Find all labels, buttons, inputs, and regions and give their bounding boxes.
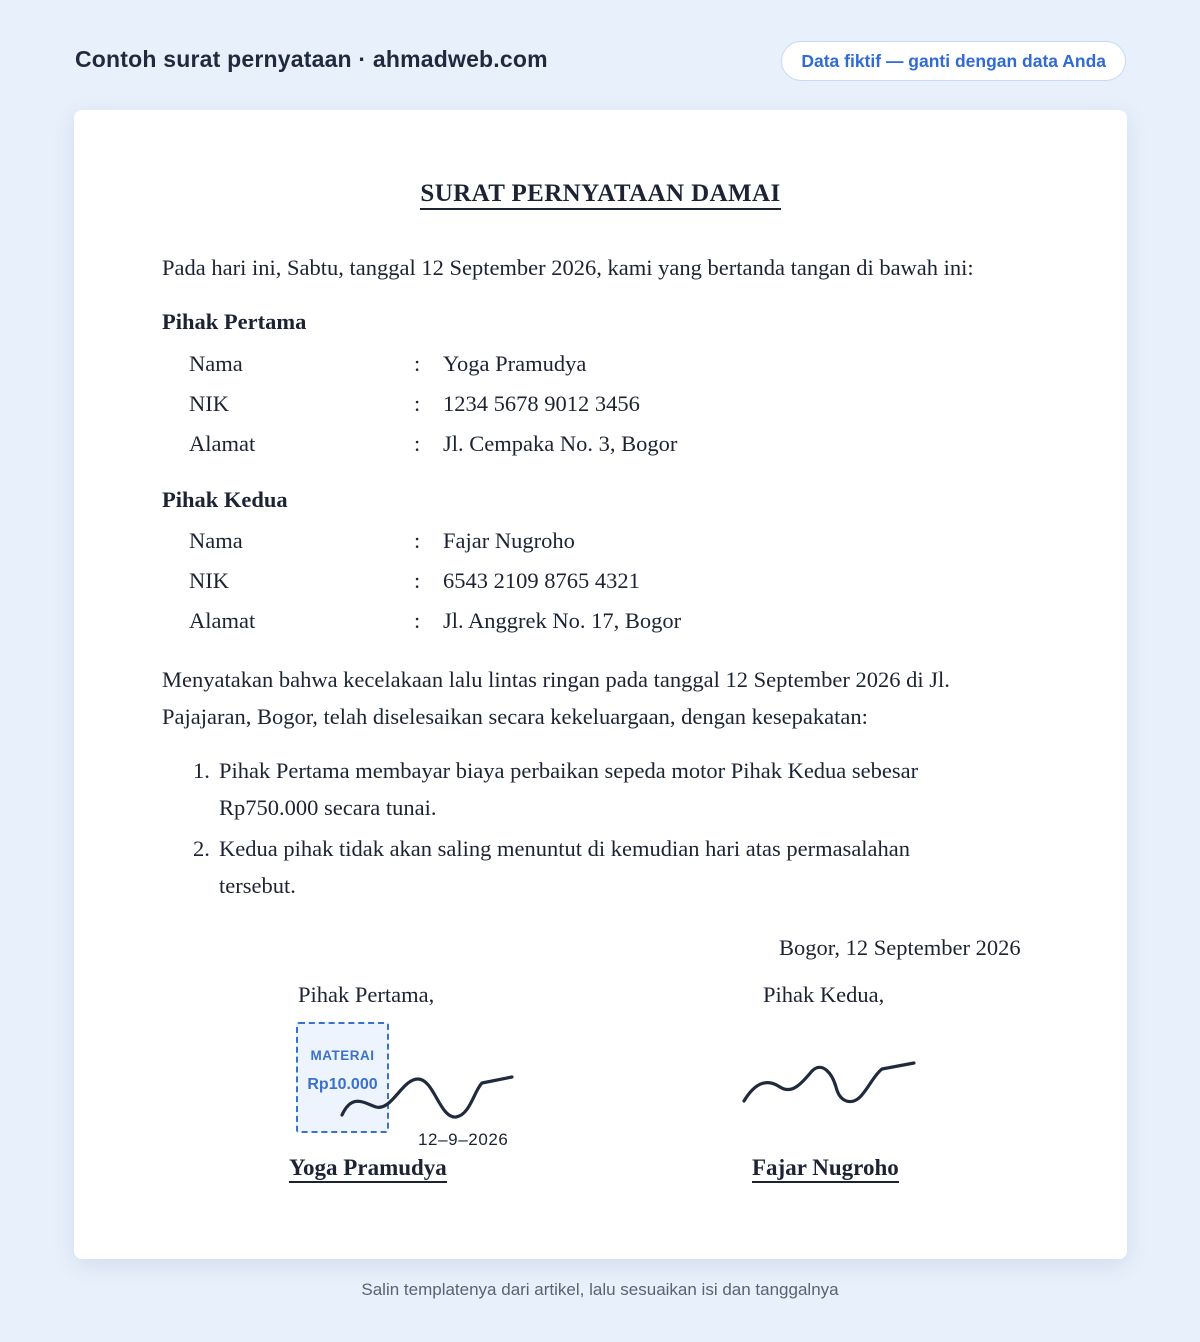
- party2-signature: [736, 1055, 921, 1115]
- party2-address-label: Alamat: [189, 608, 256, 633]
- party2-name-value: Fajar Nugroho: [443, 528, 575, 553]
- letter-title-text: SURAT PERNYATAAN DAMAI: [420, 180, 780, 210]
- agreement-list: [190, 752, 990, 908]
- party1-name-colon: :: [414, 351, 421, 376]
- party2-nik-value: 6543 2109 8765 4321: [443, 568, 640, 593]
- party1-nik-label: NIK: [189, 391, 229, 416]
- party1-sign-name: [289, 1155, 447, 1181]
- letter-paper: [74, 110, 1127, 1259]
- stamp-date: 12–9–2026: [418, 1130, 509, 1149]
- agreement-text: Pihak Pertama membayar biaya perbaikan sepeda motor Pihak Kedua sebesar Rp750.000 secara tunai.: [219, 758, 919, 820]
- party2-name-label: Nama: [189, 528, 243, 553]
- place-date: Bogor, 12 September 2026: [779, 935, 1021, 960]
- party2-address-value: Jl. Anggrek No. 17, Bogor: [443, 608, 682, 633]
- agreement-number: 2.: [193, 836, 210, 861]
- party1-nik-colon: :: [414, 391, 421, 416]
- party2-name-colon: :: [414, 528, 421, 553]
- stamp-value: Rp10.000: [307, 1076, 378, 1093]
- party2-nik-label: NIK: [189, 568, 229, 593]
- party1-name-label: Nama: [189, 351, 243, 376]
- party1-signature: [334, 1065, 519, 1130]
- agreement-text: Kedua pihak tidak akan saling menuntut di kemudian hari atas permasalahan tersebut.: [219, 836, 911, 898]
- fictional-data-badge: Data fiktif — ganti dengan data Anda: [781, 41, 1126, 81]
- agreement-item: [190, 752, 990, 826]
- party1-name-value: Yoga Pramudya: [443, 351, 587, 376]
- party2-sign-title: Pihak Kedua,: [763, 982, 885, 1007]
- party1-address-colon: :: [414, 431, 421, 456]
- party1-sign-title: Pihak Pertama,: [298, 982, 435, 1007]
- footer-note: Salin templatenya dari artikel, lalu sesuaikan isi dan tanggalnya: [361, 1280, 839, 1299]
- party2-heading: Pihak Kedua: [162, 487, 288, 512]
- party2-sign-name-text: Fajar Nugroho: [752, 1155, 899, 1183]
- agreement-item: [190, 830, 990, 904]
- party1-heading: Pihak Pertama: [162, 309, 307, 334]
- letter-title: [74, 180, 1127, 208]
- party2-address-colon: :: [414, 608, 421, 633]
- stamp-label: MATERAI: [310, 1048, 375, 1063]
- party1-sign-name-text: Yoga Pramudya: [289, 1155, 447, 1183]
- party1-address-label: Alamat: [189, 431, 256, 456]
- agreement-number: 1.: [193, 758, 210, 783]
- party2-sign-name: [752, 1155, 899, 1181]
- site-title: Contoh surat pernyataan · ahmadweb.com: [75, 46, 548, 72]
- party1-address-value: Jl. Cempaka No. 3, Bogor: [443, 431, 678, 456]
- party2-nik-colon: :: [414, 568, 421, 593]
- statement-paragraph: Menyatakan bahwa kecelakaan lalu lintas ringan pada tanggal 12 September 2026 di Jl. Pajajaran, Bogor, telah diselesaikan secara kekeluargaan, dengan kesepakatan:: [162, 667, 950, 729]
- letter-intro: Pada hari ini, Sabtu, tanggal 12 September 2026, kami yang bertanda tangan di bawah ini:: [162, 255, 974, 280]
- party1-nik-value: 1234 5678 9012 3456: [443, 391, 640, 416]
